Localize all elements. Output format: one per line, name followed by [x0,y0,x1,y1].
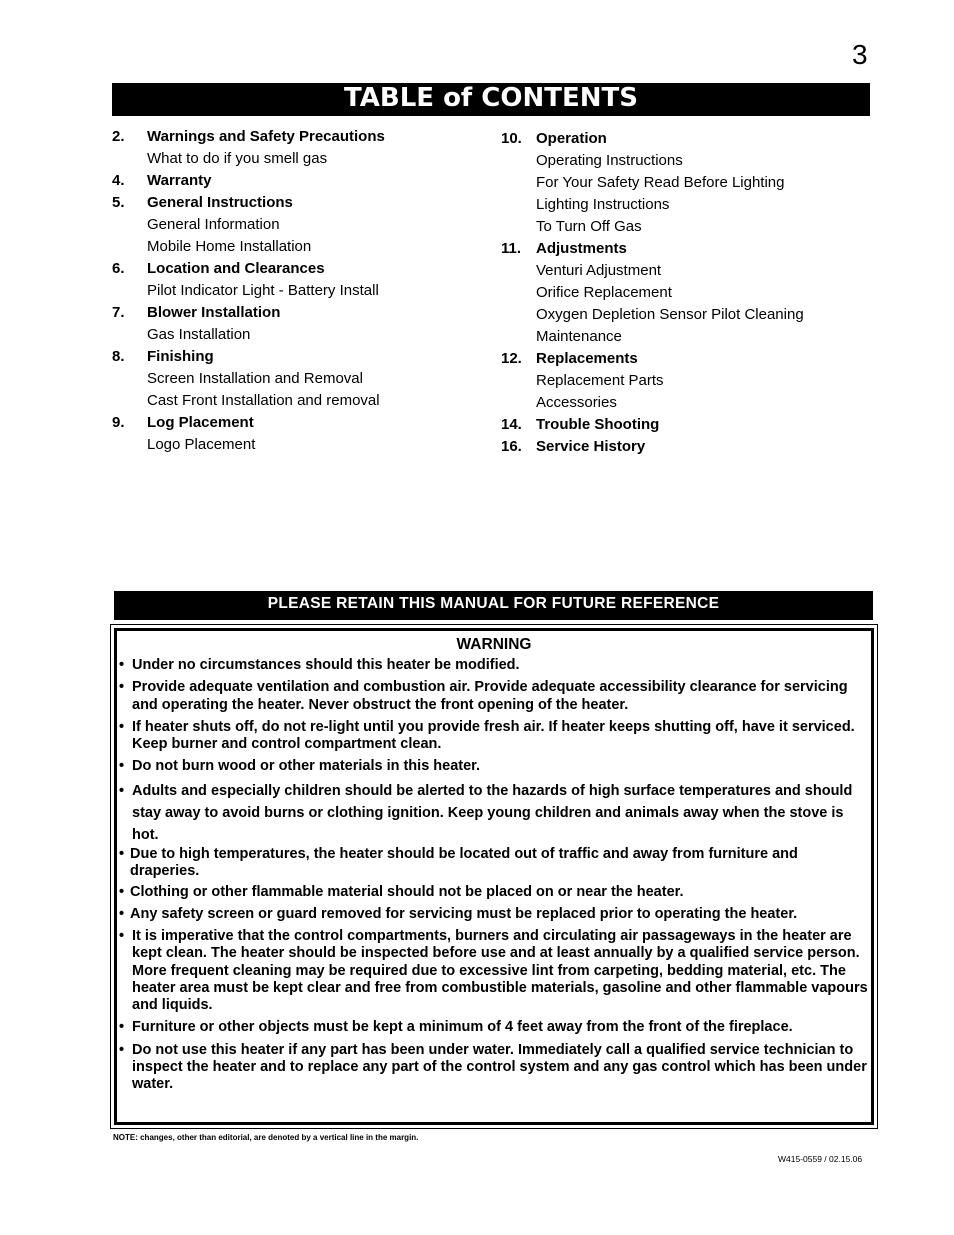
toc-entry: 10. Operation [501,130,607,147]
document-id: W415-0559 / 02.15.06 [778,1154,863,1164]
warning-list [118,657,868,1094]
toc-entry: 7. Blower Installation [112,304,281,321]
warning-title: WARNING [456,636,532,653]
warning-item: • Furniture or other objects must be kept a minimum of 4 feet away from the front of the fireplace. [119,1019,793,1036]
toc-right-column [501,130,901,460]
toc-subentry: Pilot Indicator Light - Battery Install [147,282,379,299]
warning-item: • Adults and especially children should be alerted to the hazards of high surface temperatures and should stay away to avoid burns or clothing ignition. Keep young children and animals away when the stove is hot. [119,782,853,843]
toc-entry: 8. Finishing [112,348,214,365]
warning-item: • Any safety screen or guard removed for servicing must be replaced prior to operating the heater. [119,905,798,922]
warning-item: • It is imperative that the control compartments, burners and circulating air passageways in the heater are kept clean. The heater should be inspected before use and at least annually by a qualified service person. More frequent cleaning may be required due to excessive lint from carpeting, bedding material, etc. The heater area must be kept clear and free from combustible materials, gasoline and other flammable vapours and liquids. [119,927,868,1014]
toc-subentry: Lighting Instructions [536,196,670,213]
toc-subentry: Logo Placement [147,436,256,453]
revision-note: NOTE: changes, other than editorial, are denoted by a vertical line in the margin. [113,1133,419,1142]
warning-item: • Clothing or other flammable material should not be placed on or near the heater. [119,884,684,901]
toc-subentry: Cast Front Installation and removal [147,392,380,409]
toc-title: TABLE of CONTENTS [112,83,870,116]
toc-subentry: Orifice Replacement [536,284,672,301]
toc-entry: 11. Adjustments [501,240,627,257]
warning-item: • Under no circumstances should this heater be modified. [119,657,520,673]
toc-subentry: To Turn Off Gas [536,218,642,235]
warning-item: • Provide adequate ventilation and combustion air. Provide adequate accessibility clearance for servicing and operating the heater. Never obstruct the front opening of the heater. [119,679,848,713]
toc-subentry: Mobile Home Installation [147,238,312,255]
toc-entry: 14. Trouble Shooting [501,416,660,433]
warning-item: • Do not use this heater if any part has been under water. Immediately call a qualified service technician to inspect the heater and to replace any part of the control system and any gas control which has been under water. [119,1041,867,1093]
toc-subentry: For Your Safety Read Before Lighting [536,174,785,191]
toc-entry: 2. Warnings and Safety Precautions [112,128,385,145]
warning-item: • Due to high temperatures, the heater should be located out of traffic and away from furniture and draperies. [119,845,798,880]
toc-subentry: Oxygen Depletion Sensor Pilot Cleaning [536,306,804,323]
toc-subentry: Venturi Adjustment [536,262,662,279]
toc-subentry: Screen Installation and Removal [147,370,363,387]
toc-entry: 9. Log Placement [112,414,254,431]
toc-subentry: What to do if you smell gas [147,150,328,167]
retain-manual-banner: PLEASE RETAIN THIS MANUAL FOR FUTURE REFERENCE [114,591,873,620]
toc-subentry: Operating Instructions [536,152,683,169]
warning-item: • If heater shuts off, do not re-light until you provide fresh air. If heater keeps shutting off, have it serviced. Keep burner and control compartment clean. [119,718,855,753]
toc-subentry: Accessories [536,394,617,411]
toc-left-column [112,128,482,458]
page-number: 3 [852,39,868,70]
toc-subentry: Gas Installation [147,326,251,343]
toc-entry: 12. Replacements [501,350,638,367]
toc-entry: 16. Service History [501,438,646,455]
toc-entry: 6. Location and Clearances [112,260,325,277]
toc-subentry: General Information [147,216,280,233]
toc-entry: 4. Warranty [112,172,212,189]
warning-item: • Do not burn wood or other materials in this heater. [119,758,481,775]
toc-subentry: Maintenance [536,328,622,345]
toc-entry: 5. General Instructions [112,194,293,211]
toc-subentry: Replacement Parts [536,372,664,389]
